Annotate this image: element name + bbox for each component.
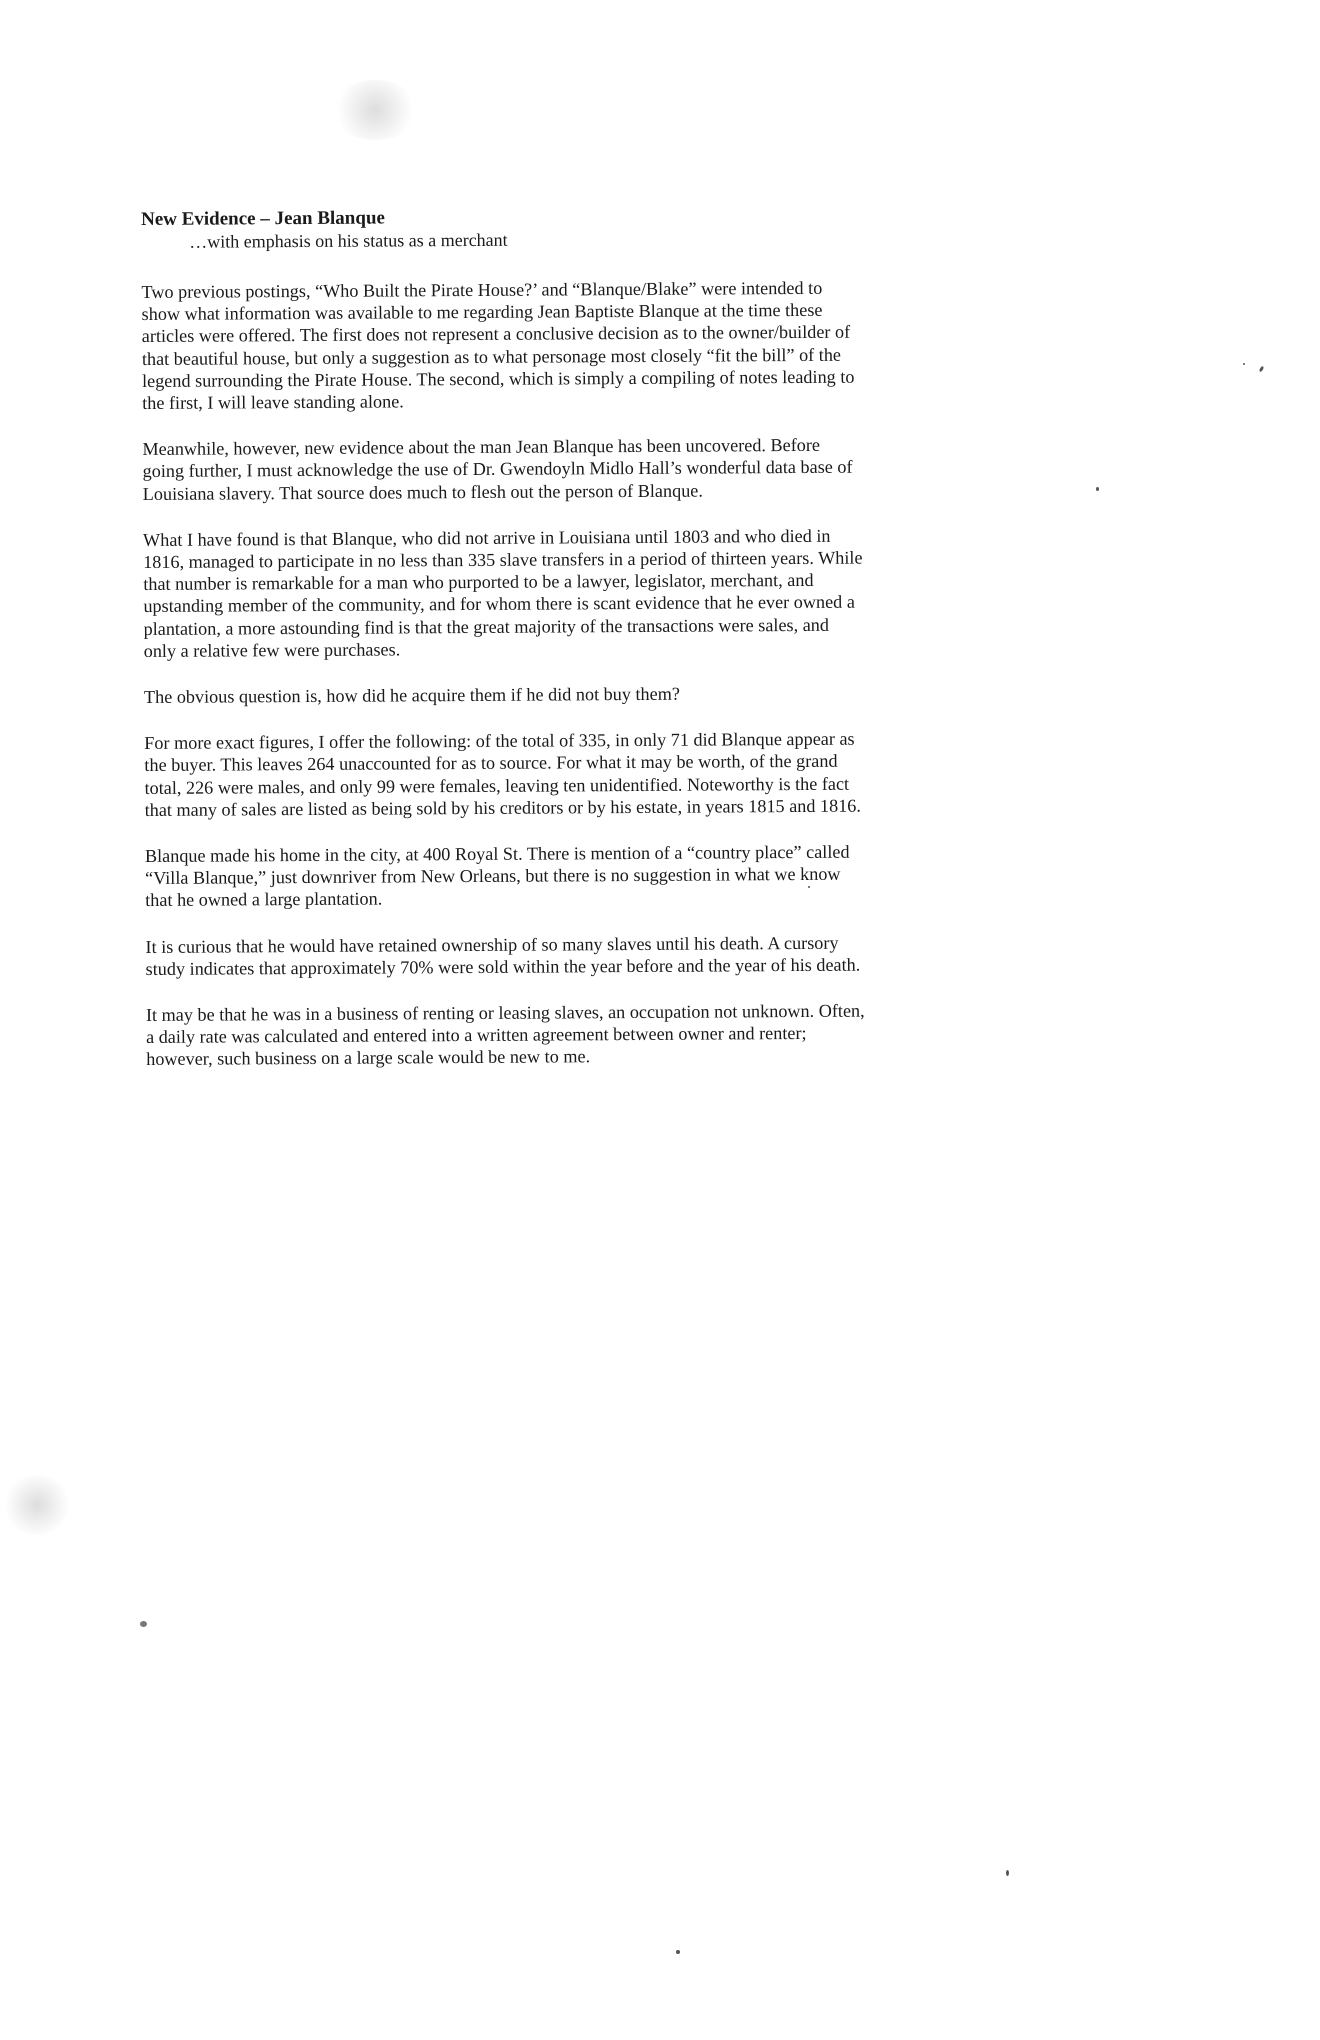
paragraph: It may be that he was in a business of renting or leasing slaves, an occupation not unknown. Often, a daily rate was calculated and entered into a written agreement between owner and renter; however, such business on a large scale would be new to me. (145, 1000, 865, 1070)
document-subtitle: …with emphasis on his status as a merchant (189, 229, 508, 252)
scan-speck (140, 1621, 147, 1627)
paragraph: For more exact figures, I offer the following: of the total of 335, in only 71 did Blanque appear as the buyer. This leaves 264 unaccounted for as to source. For what it may be worth, of the grand total, 226 were males, and only 99 were females, leaving ten unidentified. Noteworthy is the fact that many of sales are listed as being sold by his creditors or by his estate, in years 1815 and 1816. (144, 728, 861, 820)
scan-speck (676, 1950, 680, 1954)
scan-speck (1243, 363, 1245, 365)
scan-speck (1006, 1870, 1009, 1876)
paragraph: Blanque made his home in the city, at 400 Royal St. There is mention of a “country place” called “Villa Blanque,” just downriver from New Orleans, but there is no suggestion in what we know that he owned a large plantation. (144, 841, 850, 911)
scan-smudge-bottom-left (2, 1475, 72, 1535)
document-body (141, 205, 866, 1071)
scan-speck (1096, 487, 1099, 491)
scan-smudge-top (330, 80, 420, 140)
paragraph: The obvious question is, how did he acquire them if he did not buy them? (143, 683, 680, 708)
scan-speck (1259, 366, 1265, 373)
paragraph: It is curious that he would have retained ownership of so many slaves until his death. A cursory study indicates that approximately 70% were sold within the year before and the year of his death. (145, 932, 861, 979)
paragraph: Meanwhile, however, new evidence about the man Jean Blanque has been uncovered. Before going further, I must acknowledge the use of Dr. Gwendoyln Midlo Hall’s wonderful data base of Louisiana slavery. That source does much to flesh out the person of Blanque. (142, 435, 853, 504)
paragraph: What I have found is that Blanque, who did not arrive in Louisiana until 1803 and who died in 1816, managed to participate in no less than 335 slave transfers in a period of thirteen years. While that number is remarkable for a man who purported to be a lawyer, legislator, merchant, and upstanding member of the community, and for whom there is scant evidence that he ever owned a plantation, a more astounding find is that the great majority of the transactions were sales, and only a relative few were purchases. (142, 525, 863, 661)
document-title: New Evidence – Jean Blanque (141, 207, 385, 230)
paragraph: Two previous postings, “Who Built the Pirate House?’ and “Blanque/Blake” were intended to show what information was available to me regarding Jean Baptiste Blanque at the time these articles were offered. The first does not represent a conclusive decision as to the owner/builder of that beautiful house, but only a suggestion as to what personage most closely “fit the bill” of the legend surrounding the Pirate House. The second, which is simply a compiling of notes leading to the first, I will leave standing alone. (141, 277, 855, 414)
